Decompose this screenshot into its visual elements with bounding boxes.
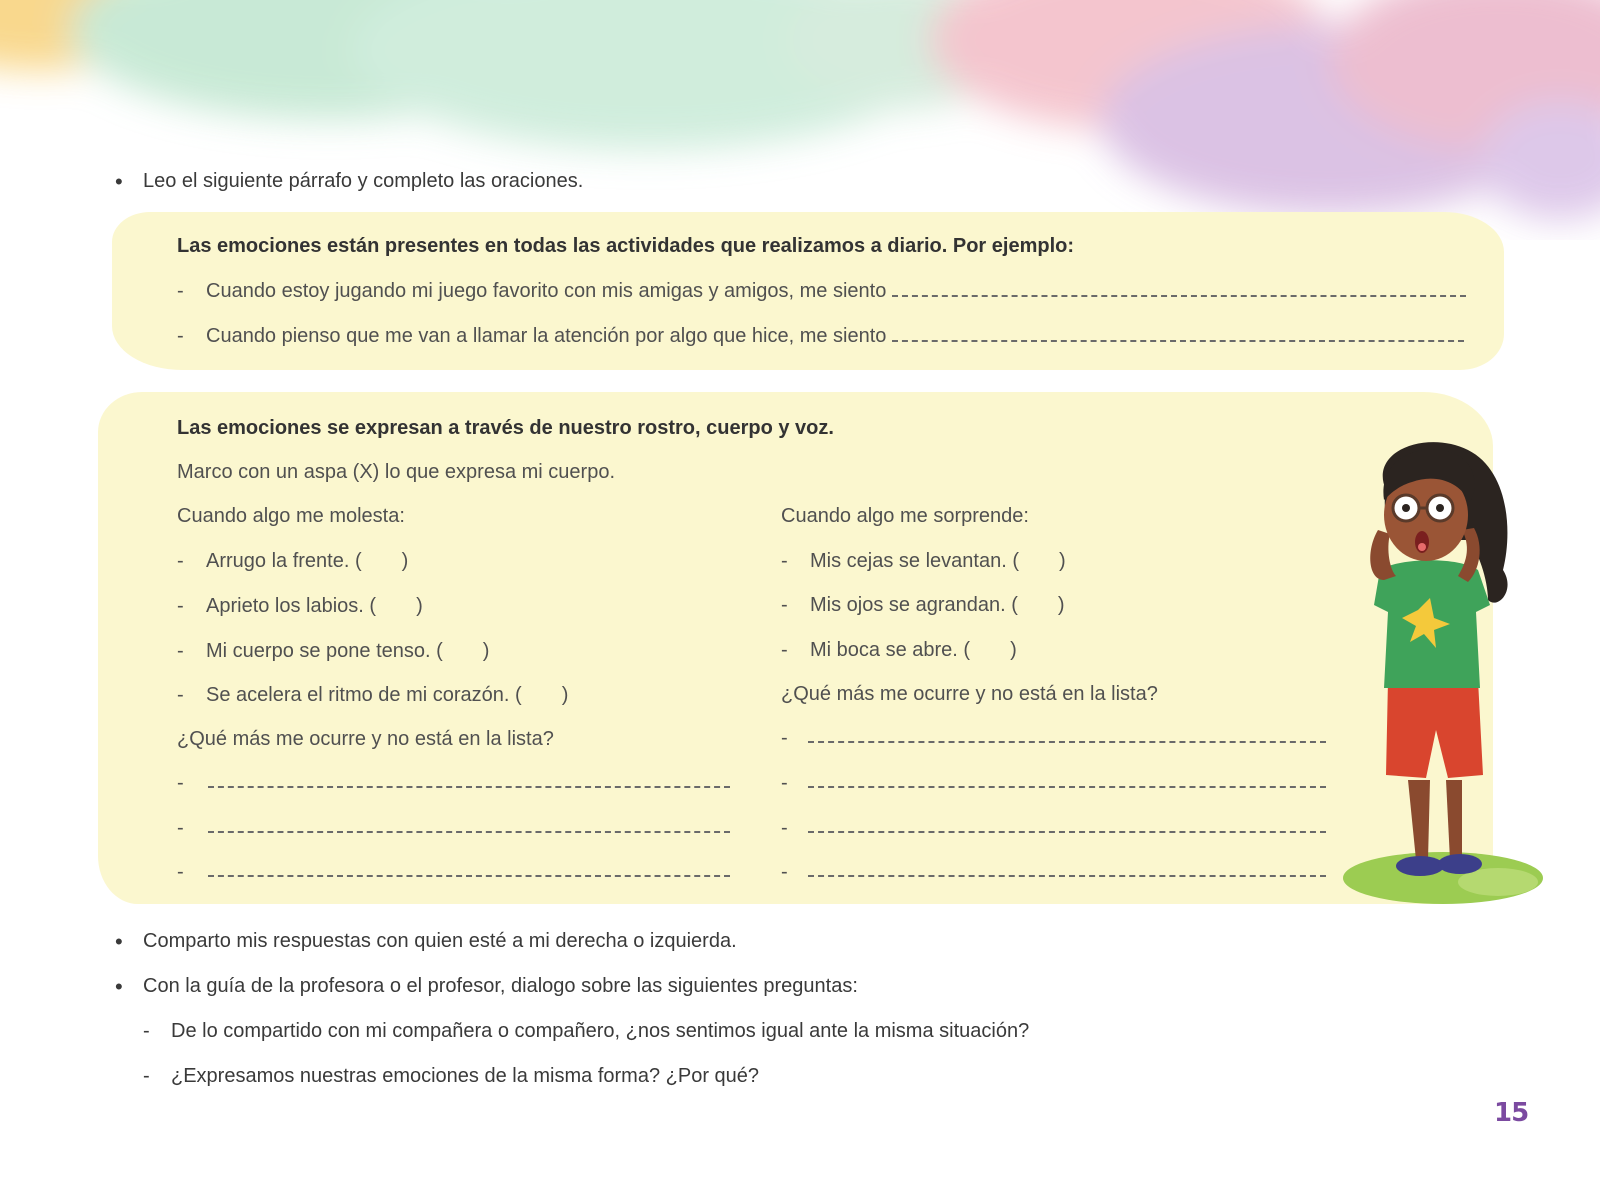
dash-marker: - <box>177 595 184 617</box>
right-column-title: Cuando algo me sorprende: <box>781 505 1029 527</box>
dash-marker: - <box>143 1020 150 1042</box>
dash-marker: - <box>781 727 788 749</box>
right-item-1: Mis cejas se levantan. ( ) <box>810 550 1066 572</box>
surprised-girl-illustration <box>1338 430 1548 910</box>
left-item-3: Mi cuerpo se pone tenso. ( ) <box>206 640 490 662</box>
dash-marker: - <box>781 817 788 839</box>
panel2-heading: Las emociones se expresan a través de nuestro rostro, cuerpo y voz. <box>177 417 834 439</box>
instruction-read: • Leo el siguiente párrafo y completo las oraciones. <box>115 170 583 193</box>
right-item-2-text: Mis ojos se agrandan. ( <box>810 594 1018 616</box>
left-answer-line-1[interactable] <box>208 785 730 788</box>
dash-marker: - <box>177 772 184 794</box>
dash-marker: - <box>177 550 184 572</box>
right-item-1-text: Mis cejas se levantan. ( <box>810 550 1019 572</box>
question-2: ¿Expresamos nuestras emociones de la misma forma? ¿Por qué? <box>171 1065 760 1087</box>
dash-marker: - <box>781 861 788 883</box>
question-1: De lo compartido con mi compañera o compañero, ¿nos sentimos igual ante la misma situación? <box>171 1020 1030 1042</box>
left-answer-line-3[interactable] <box>208 874 730 877</box>
dash-marker: - <box>143 1065 150 1087</box>
dash-marker: - <box>177 684 184 706</box>
right-answer-line-3[interactable] <box>808 830 1326 833</box>
right-item-2: Mis ojos se agrandan. ( ) <box>810 594 1065 616</box>
left-column-title: Cuando algo me molesta: <box>177 505 405 527</box>
dash-marker: - <box>177 280 184 302</box>
watercolor-header-decoration <box>0 0 1600 240</box>
right-answer-line-2[interactable] <box>808 785 1326 788</box>
left-item-2: Aprieto los labios. ( ) <box>206 595 423 617</box>
page-number: 15 <box>1494 1098 1529 1128</box>
dash-marker: - <box>177 640 184 662</box>
sentence-2 <box>206 325 1464 348</box>
panel1-heading: Las emociones están presentes en todas las actividades que realizamos a diario. Por ejemplo: <box>177 235 1075 257</box>
left-item-2-text: Aprieto los labios. ( <box>206 595 377 617</box>
left-item-1: Arrugo la frente. ( ) <box>206 550 409 572</box>
right-item-3: Mi boca se abre. ( ) <box>810 639 1017 661</box>
dash-marker: - <box>177 861 184 883</box>
left-item-1-text: Arrugo la frente. ( <box>206 550 362 572</box>
instruction-dialog: • Con la guía de la profesora o el profesor, dialogo sobre las siguientes preguntas: <box>115 975 858 998</box>
dash-marker: - <box>177 325 184 347</box>
answer-blank-2[interactable] <box>892 339 1464 342</box>
dash-marker: - <box>781 639 788 661</box>
dash-marker: - <box>781 772 788 794</box>
right-answer-line-1[interactable] <box>808 740 1326 743</box>
right-item-3-text: Mi boca se abre. ( <box>810 639 971 661</box>
dash-marker: - <box>177 817 184 839</box>
left-answer-line-2[interactable] <box>208 830 730 833</box>
dash-marker: - <box>781 550 788 572</box>
left-item-4: Se acelera el ritmo de mi corazón. ( ) <box>206 684 569 706</box>
sentence-1 <box>206 280 1466 303</box>
left-item-4-text: Se acelera el ritmo de mi corazón. ( <box>206 684 522 706</box>
instruction-share: • Comparto mis respuestas con quien esté a mi derecha o izquierda. <box>115 930 737 953</box>
sentence-2-text: Cuando pienso que me van a llamar la atención por algo que hice, me siento <box>206 325 887 347</box>
right-answer-line-4[interactable] <box>808 874 1326 877</box>
left-item-3-text: Mi cuerpo se pone tenso. ( <box>206 640 443 662</box>
panel2-instruction: Marco con un aspa (X) lo que expresa mi cuerpo. <box>177 461 615 483</box>
sentence-1-text: Cuando estoy jugando mi juego favorito con mis amigas y amigos, me siento <box>206 280 887 302</box>
left-question: ¿Qué más me ocurre y no está en la lista? <box>177 728 554 750</box>
dash-marker: - <box>781 594 788 616</box>
answer-blank-1[interactable] <box>892 294 1466 297</box>
right-question: ¿Qué más me ocurre y no está en la lista? <box>781 683 1158 705</box>
